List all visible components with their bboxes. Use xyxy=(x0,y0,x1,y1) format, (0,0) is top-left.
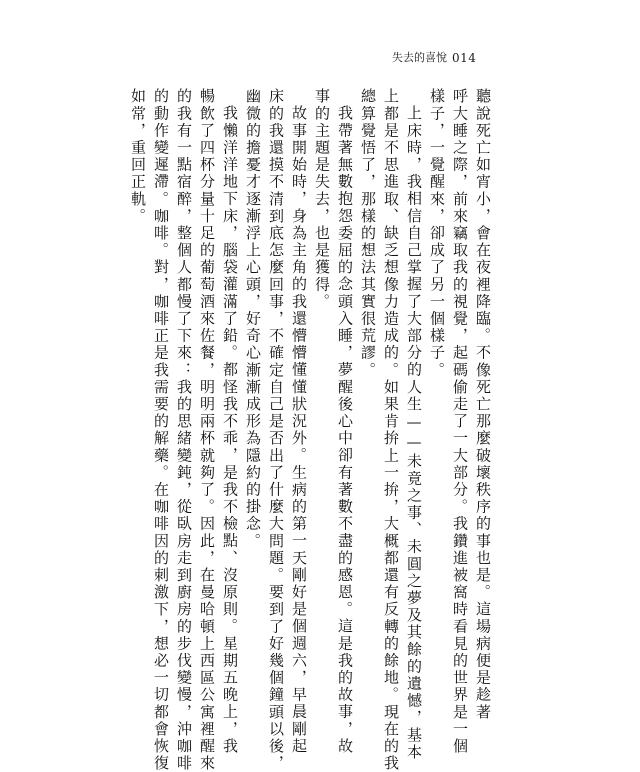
text-column: 上床時，我相信自己掌握了大部分的人生——未竟之事、未圓之夢及其餘的遺憾，基本 xyxy=(405,105,423,761)
text-column: 故事開始時，身為主角的我還懵懵懂懂狀況外。生病的第一天剛好是個週六，早晨剛起 xyxy=(290,105,308,755)
text-column: 的動作變遲滯。咖啡。對，咖啡正是我需要的解藥。在咖啡因的刺激下，想必一切都會恢復 xyxy=(152,88,170,772)
text-column: 樣子，一覺醒來，卻成了另一個樣子。 xyxy=(428,88,446,379)
text-column: 我懶洋洋地下床，腦袋灌滿了鉛。都怪我不乖，是我不檢點、沒原則。星期五晚上，我 xyxy=(221,105,239,755)
text-column: 床的我還摸不清到底怎麼回事，不確定自己是否出了什麼大問題。要到了好幾個鐘頭以後， xyxy=(267,88,285,772)
running-header-title: 失去的喜悅 xyxy=(392,51,447,64)
text-column: 呼大睡之際，前來竊取我的視覺，起碼偷走了一大部分。我鑽進被窩時看見的世界是一個 xyxy=(451,88,469,755)
text-column: 我帶著無數抱怨委屈的念頭入睡，夢醒後心中卻有著數不盡的感恩。這是我的故事，故 xyxy=(336,105,354,755)
text-column: 聽說死亡如宵小，會在夜裡降臨。不像死亡那麼破壞秩序的事也是。這場病便是趁著 xyxy=(474,88,492,721)
text-column: 事的主題是失去，也是獲得。 xyxy=(313,88,331,311)
text-column: 上都是不思進取、缺乏想像力造成的。如果肯拚上一拚，大概都還有反轉的餘地。現在的我 xyxy=(382,88,400,772)
page-number: 014 xyxy=(452,51,477,65)
text-column: 總算覺悟了，那樣的想法其實很荒謬。 xyxy=(359,88,377,379)
text-column: 暢飲了四杯分量十足的葡萄酒來佐餐，明明兩杯就夠了。因此，在曼哈頓上西區公寓裡醒來 xyxy=(198,88,216,772)
text-column: 幽微的擔憂才逐漸浮上心頭，好奇心漸漸成形為隱約的掛念。 xyxy=(244,88,262,550)
text-column: 如常，重回正軌。 xyxy=(129,88,147,225)
text-column: 的我有一點宿醉，整個人都慢了下來：我的思緒變鈍，從臥房走到廚房的步伐變慢，沖咖啡 xyxy=(175,88,193,772)
